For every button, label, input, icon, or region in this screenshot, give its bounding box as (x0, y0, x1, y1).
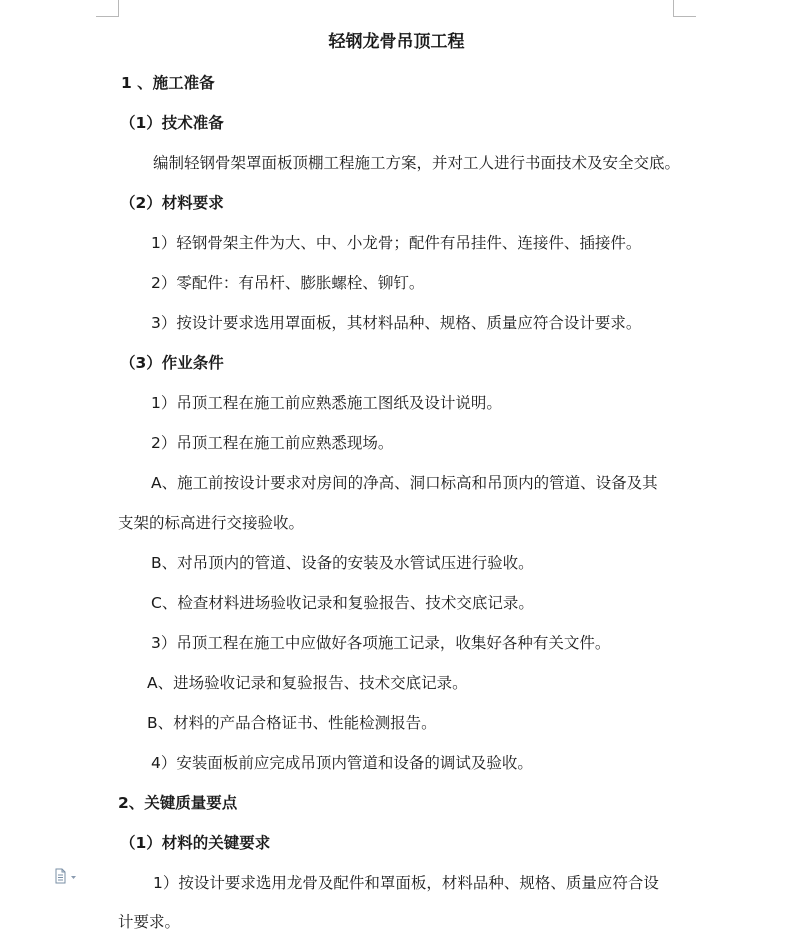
list-item-material-3: 3）按设计要求选用罩面板，其材料品种、规格、质量应符合设计要求。 (151, 314, 642, 332)
subheading-material-key-requirements: （1）材料的关键要求 (120, 834, 271, 852)
page-corner-mark-right (673, 0, 696, 17)
page-corner-mark-left (96, 0, 119, 17)
section-heading-1: 1 、施工准备 (121, 74, 215, 92)
subheading-materials: （2）材料要求 (120, 194, 224, 212)
list-item-condition-c: C、检查材料进场验收记录和复验报告、技术交底记录。 (151, 594, 534, 612)
list-item-key-requirement-1-line1: 1）按设计要求选用龙骨及配件和罩面板，材料品种、规格、质量应符合设 (153, 874, 659, 892)
list-item-condition-1: 1）吊顶工程在施工前应熟悉施工图纸及设计说明。 (151, 394, 502, 412)
list-item-key-requirement-1-line2: 计要求。 (118, 913, 181, 931)
subheading-technical-prep: （1）技术准备 (120, 114, 224, 132)
list-item-condition-a-line2: 支架的标高进行交接验收。 (118, 514, 305, 532)
list-item-condition-3a: A、进场验收记录和复验报告、技术交底记录。 (147, 674, 468, 692)
document-options-icon[interactable] (54, 868, 80, 884)
section-heading-2: 2、关键质量要点 (118, 794, 238, 812)
paragraph-technical-prep: 编制轻钢骨架罩面板顶棚工程施工方案，并对工人进行书面技术及安全交底。 (153, 154, 681, 172)
list-item-condition-a-line1: A、施工前按设计要求对房间的净高、洞口标高和吊顶内的管道、设备及其 (151, 474, 658, 492)
list-item-material-1: 1）轻钢骨架主件为大、中、小龙骨；配件有吊挂件、连接件、插接件。 (151, 234, 642, 252)
subheading-work-conditions: （3）作业条件 (120, 354, 224, 372)
list-item-condition-4: 4）安装面板前应完成吊顶内管道和设备的调试及验收。 (151, 754, 533, 772)
list-item-material-2: 2）零配件：有吊杆、膨胀螺栓、铆钉。 (151, 274, 425, 292)
list-item-condition-3b: B、材料的产品合格证书、性能检测报告。 (147, 714, 437, 732)
document-title: 轻钢龙骨吊顶工程 (328, 32, 465, 52)
list-item-condition-2: 2）吊顶工程在施工前应熟悉现场。 (151, 434, 394, 452)
list-item-condition-b: B、对吊顶内的管道、设备的安装及水管试压进行验收。 (151, 554, 534, 572)
list-item-condition-3: 3）吊顶工程在施工中应做好各项施工记录，收集好各种有关文件。 (151, 634, 611, 652)
